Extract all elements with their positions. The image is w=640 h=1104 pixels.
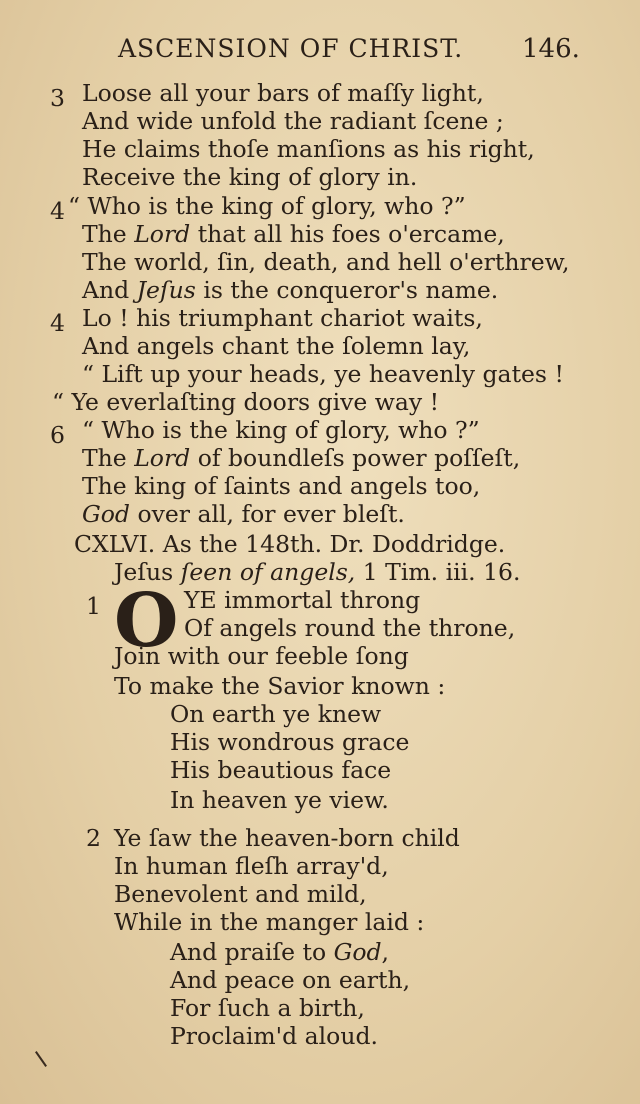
hymn-subtitle: Jeſus ſeen of angels, 1 Tim. iii. 16. — [114, 558, 521, 586]
stanza-line: And peace on earth, — [170, 966, 411, 994]
stanza-line: In heaven ye view. — [170, 786, 389, 814]
verse-number: 3 — [50, 84, 65, 112]
verse-line: Receive the king of glory in. — [82, 163, 418, 191]
stanza-line: Of angels round the throne, — [184, 614, 516, 642]
verse-line: And wide unfold the radiant ſcene ; — [82, 107, 504, 135]
verse-line: Loose all your bars of maſſy light, — [82, 79, 484, 107]
verse-line: “ Ye everlaſting doors give way ! — [52, 388, 440, 416]
ink-mark — [35, 1051, 47, 1067]
stanza-line: Benevolent and mild, — [114, 880, 367, 908]
page-number: 146. — [522, 34, 580, 64]
verse-number: 4 — [50, 309, 65, 337]
verse-line: “ Lift up your heads, ye heavenly gates ! — [82, 360, 564, 388]
running-header: ASCENSION OF CHRIST. — [118, 34, 464, 63]
verse-line: And angels chant the ſolemn lay, — [82, 332, 471, 360]
stanza-line: Ye ſaw the heaven-born child — [114, 824, 460, 852]
verse-line: The king of ſaints and angels too, — [82, 472, 481, 500]
verse-line: “ Who is the king of glory, who ?” — [82, 416, 480, 444]
verse-line: And Jeſus is the conqueror's name. — [82, 276, 499, 304]
stanza-line: In human fleſh array'd, — [114, 852, 389, 880]
stanza-line: Proclaim'd aloud. — [170, 1022, 378, 1050]
stanza-number: 2 — [86, 824, 101, 852]
stanza-line: His wondrous grace — [170, 728, 410, 756]
stanza-line: YE immortal throng — [184, 586, 421, 614]
verse-line: God over all, for ever bleſt. — [82, 500, 405, 528]
stanza-line: On earth ye knew — [170, 700, 382, 728]
hymn-heading: CXLVI. As the 148th. Dr. Doddridge. — [74, 530, 506, 558]
stanza-number: 1 — [86, 592, 101, 620]
drop-cap: O — [114, 578, 179, 664]
stanza-line: While in the manger laid : — [114, 908, 425, 936]
stanza-line: For ſuch a birth, — [170, 994, 365, 1022]
verse-line: The Lord that all his foes o'ercame, — [82, 220, 505, 248]
stanza-line: And praiſe to God, — [170, 938, 390, 966]
stanza-line: To make the Savior known : — [114, 672, 446, 700]
verse-line: “ Who is the king of glory, who ?” — [68, 192, 466, 220]
verse-line: Lo ! his triumphant chariot waits, — [82, 304, 483, 332]
verse-line: The world, ſin, death, and hell o'erthrew, — [82, 248, 570, 276]
stanza-line: Join with our feeble ſong — [114, 642, 409, 670]
stanza-line: His beautious face — [170, 756, 392, 784]
verse-number: 4 — [50, 197, 65, 225]
verse-line: He claims thoſe manſions as his right, — [82, 135, 535, 163]
verse-number: 6 — [50, 421, 65, 449]
verse-line: The Lord of boundleſs power poſſeſt, — [82, 444, 521, 472]
